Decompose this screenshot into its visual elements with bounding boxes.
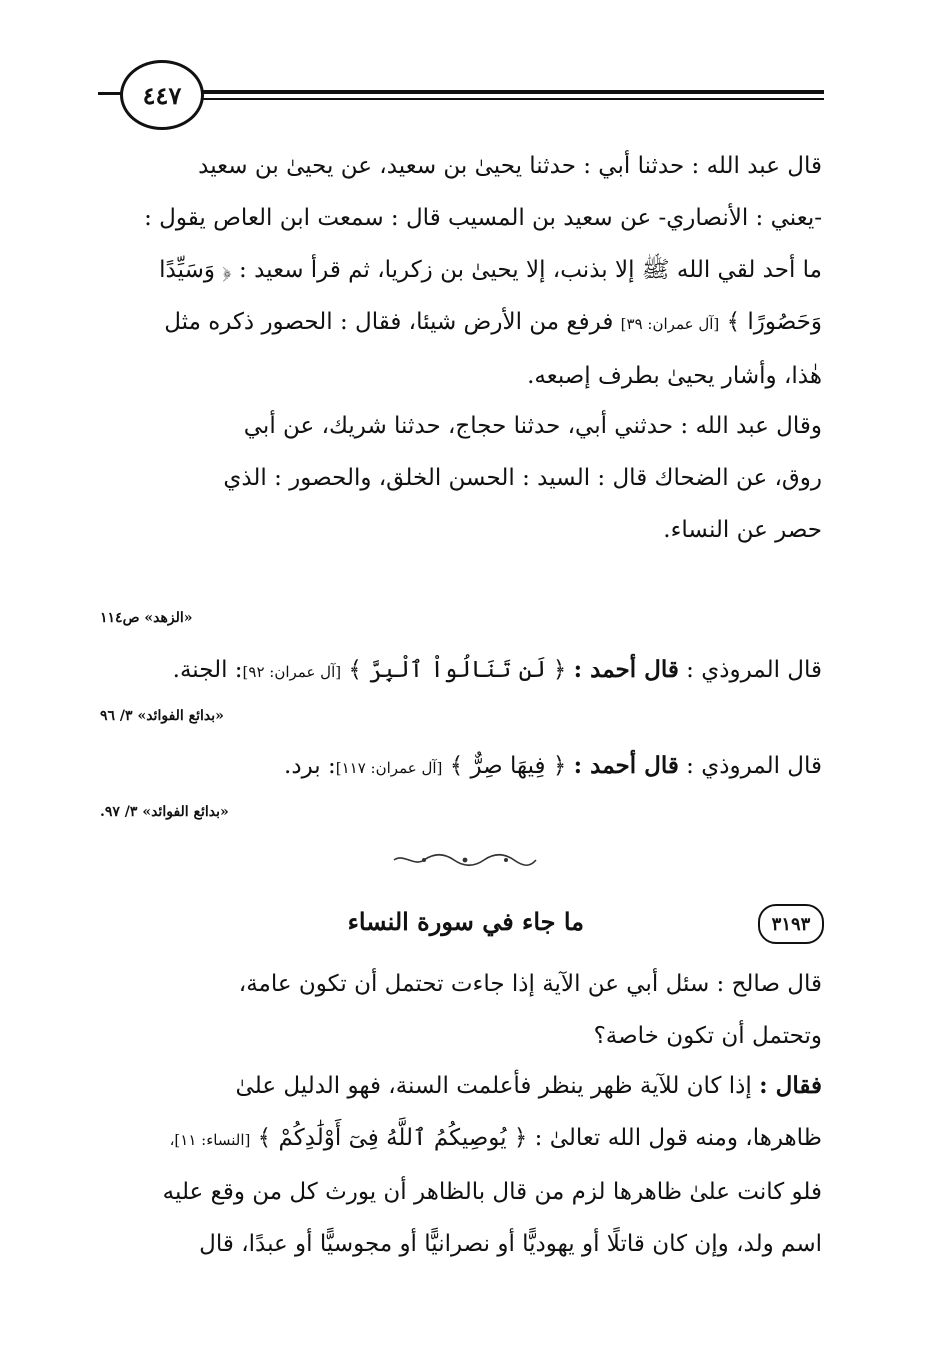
paragraph-3-line-1: قال صالح : سئل أبي عن الآية إذا جاءت تحتمل أن تكون عامة، bbox=[238, 971, 822, 997]
header-rule-thin bbox=[196, 98, 824, 100]
entry-1 bbox=[100, 644, 822, 698]
ornamental-divider bbox=[0, 852, 930, 872]
paragraph-2-line-3: حصر عن النساء. bbox=[663, 517, 822, 543]
paragraph-4-line-2 bbox=[100, 1112, 822, 1166]
paragraph-4 bbox=[100, 1060, 822, 1270]
entry-1-suffix: : الجنة. bbox=[172, 657, 243, 683]
source-citation-2: «بدائع الفوائد» ٣/ ٩٦ bbox=[100, 708, 224, 724]
paragraph-3 bbox=[100, 958, 822, 1062]
entry-1-reference: [آل عمران: ٩٢] bbox=[242, 663, 342, 681]
entry-2-prefix: قال المروذي : bbox=[686, 753, 822, 779]
paragraph-1-line-1: قال عبد الله : حدثنا أبي : حدثنا يحيىٰ بن سعيد، عن يحيىٰ بن سعيد bbox=[198, 153, 822, 179]
verse-reference: [آل عمران: ٣٩] bbox=[620, 315, 720, 333]
paragraph-1-line-5: هٰذا، وأشار يحيىٰ بطرف إصبعه. bbox=[527, 363, 822, 389]
paragraph-1-line-4 bbox=[100, 296, 822, 350]
paragraph-1-line-4-text: فرفع من الأرض شيئا، فقال : الحصور ذكره مثل bbox=[164, 309, 614, 335]
entry-1-line bbox=[100, 644, 822, 698]
paragraph-4-line-1 bbox=[100, 1060, 822, 1112]
entry-2-suffix: : برد. bbox=[284, 753, 336, 779]
paragraph-4-line-1-text: إذا كان للآية ظهر ينظر فأعلمت السنة، فهو الدليل علىٰ bbox=[235, 1073, 752, 1099]
section-heading-row bbox=[100, 900, 824, 950]
page-header bbox=[98, 60, 824, 130]
paragraph-1-line-2: -يعني : الأنصاري- عن سعيد بن المسيب قال : سمعت ابن العاص يقول : bbox=[144, 205, 822, 231]
paragraph-2-line-1: وقال عبد الله : حدثني أبي، حدثنا حجاج، حدثنا شريك، عن أبي bbox=[243, 413, 822, 439]
paragraph-4-line-3: فلو كانت علىٰ ظاهرها لزم من قال بالظاهر أن يورث كل من وقع عليه bbox=[162, 1179, 822, 1205]
entry-1-prefix: قال المروذي : bbox=[686, 657, 822, 683]
entry-1-quote: ﴿ لَن تَنَالُواْ ٱلْبِرَّ ﴾ bbox=[348, 657, 567, 683]
page-number: ٤٤٧ bbox=[120, 60, 204, 130]
entry-1-bold: قال أحمد : bbox=[573, 656, 679, 683]
quran-verse-end: وَحَصُورًا ﴾ bbox=[726, 309, 822, 335]
section-number-badge: ٣١٩٣ bbox=[758, 904, 824, 944]
paragraph-4-line-4: اسم ولد، وإن كان قاتلًا أو يهوديًّا أو نصرانيًّا أو مجوسيًّا أو عبدًا، قال bbox=[199, 1231, 822, 1257]
paragraph-1 bbox=[100, 140, 822, 402]
entry-2 bbox=[100, 740, 822, 794]
paragraph-4-line-2-text: ظاهرها، ومنه قول الله تعالىٰ : ﴿ يُوصِيكُمُ ٱللَّهُ فِىٓ أَوْلَٰدِكُمْ ﴾ bbox=[257, 1125, 822, 1151]
entry-2-reference: [آل عمران: ١١٧] bbox=[335, 759, 443, 777]
paragraph-4-reference: [النساء: ١١]، bbox=[169, 1131, 251, 1149]
entry-2-line bbox=[100, 740, 822, 794]
divider-ornament-icon bbox=[390, 852, 540, 868]
source-citation-3: «بدائع الفوائد» ٣/ ٩٧. bbox=[100, 804, 229, 820]
paragraph-3-line-2: وتحتمل أن تكون خاصة؟ bbox=[593, 1023, 822, 1049]
paragraph-2-line-2: روق، عن الضحاك قال : السيد : الحسن الخلق، والحصور : الذي bbox=[223, 465, 822, 491]
section-title: ما جاء في سورة النساء bbox=[347, 907, 584, 936]
paragraph-1-line-3: ما أحد لقي الله ﷺ إلا بذنب، إلا يحيىٰ بن زكريا، ثم قرأ سعيد : ﴿ وَسَيِّدًا bbox=[159, 257, 822, 283]
header-rule-thick bbox=[196, 90, 824, 94]
entry-2-bold: قال أحمد : bbox=[573, 752, 679, 779]
source-citation-1: «الزهد» ص١١٤ bbox=[100, 610, 193, 626]
paragraph-2 bbox=[100, 400, 822, 556]
entry-2-quote: ﴿ فِيهَا صِرٌّ ﴾ bbox=[449, 753, 567, 779]
paragraph-4-lead: فقال : bbox=[759, 1072, 822, 1099]
